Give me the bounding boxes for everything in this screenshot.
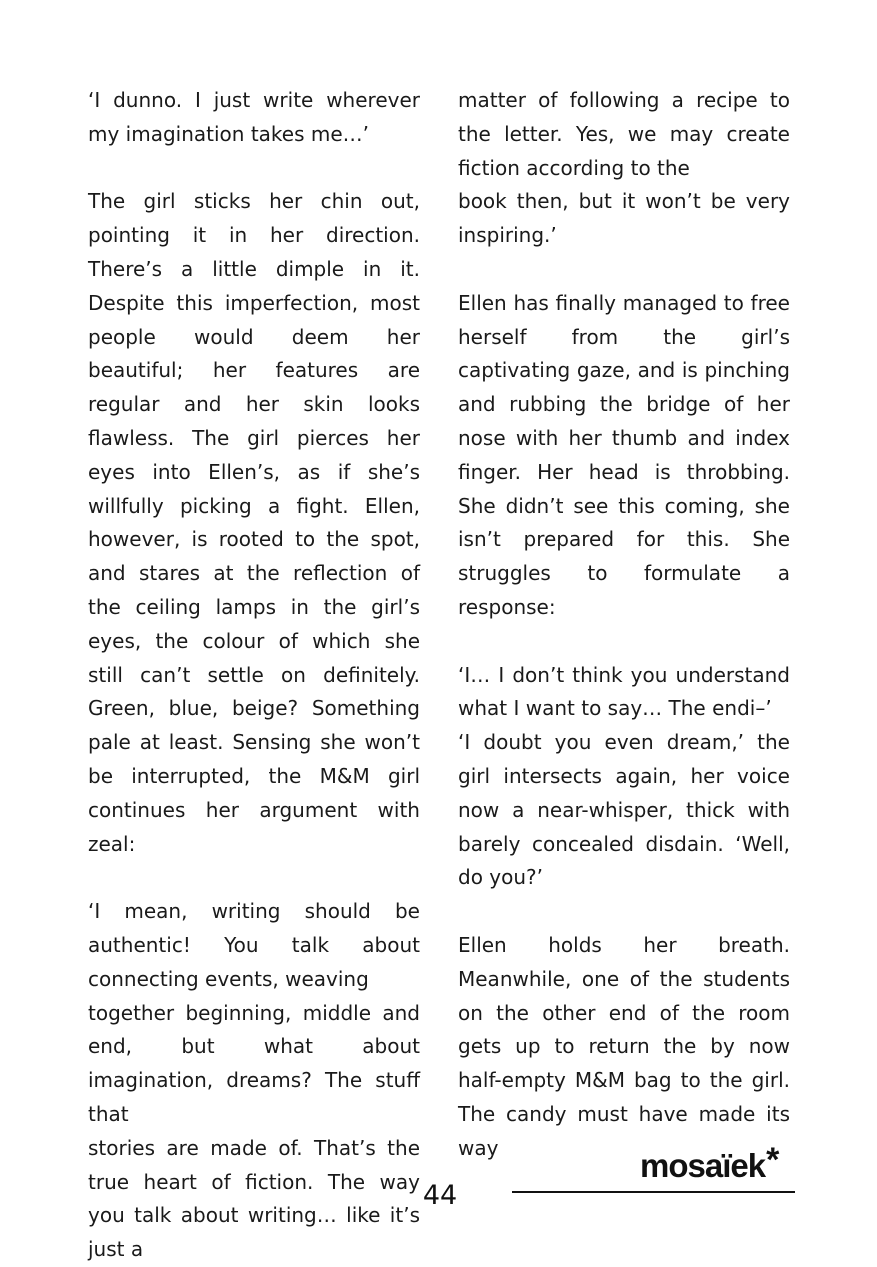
paragraph: ‘I… I don’t think you understand what I want to say… The endi–’ [458, 662, 790, 721]
right-text-column [458, 84, 790, 1166]
left-text-column [88, 84, 420, 1267]
publication-logo [640, 1141, 800, 1188]
paragraph: together beginning, middle and end, but what about imagination, dreams? The stuff that [88, 1000, 420, 1126]
paragraph: ‘I dunno. I just write wherever my imagination takes me…’ [88, 88, 420, 146]
paragraph: ‘I doubt you even dream,’ the girl intersects again, her voice now a near-whisper, thick with barely concealed disdain. ‘Well, do you?’ [458, 730, 790, 890]
asterisk-icon: * [766, 1141, 779, 1179]
paragraph: book then, but it won’t be very inspiring.’ [458, 189, 790, 248]
paragraph: stories are made of. That’s the true heart of fiction. The way you talk about writing… like it’s just a [88, 1135, 420, 1262]
paragraph: matter of following a recipe to the letter. Yes, we may create fiction according to the [458, 88, 790, 180]
page-number: 44 [422, 1180, 458, 1211]
paragraph: The girl sticks her chin out, pointing it in her direction. There’s a little dimple in it. Despite this imperfection, most people would deem her beautiful; her features are regular and her skin looks flawless. The girl pierces her eyes into Ellen’s, as if she’s willfully picking a fight. Ellen, however, is rooted to the spot, and stares at the reflection of the ceiling lamps in the girl’s eyes, the colour of which she still can’t settle on definitely. Green, blue, beige? Something pale at least. Sensing she won’t be interrupted, the M&M girl continues her argument with zeal: [88, 189, 420, 856]
logo-text: mosaïek [640, 1147, 766, 1184]
paragraph: ‘I mean, writing should be authentic! You talk about connecting events, weaving [88, 899, 420, 991]
paragraph: Ellen has finally managed to free herself from the girl’s captivating gaze, and is pinching and rubbing the bridge of her nose with her thumb and index finger. Her head is throbbing. She didn’t see this coming, she isn’t prepared for this. She struggles to formulate a response: [458, 290, 790, 619]
footer-rule [512, 1191, 795, 1193]
paragraph: Ellen holds her breath. Meanwhile, one of the students on the other end of the room gets up to return the by now half-empty M&M bag to the girl. The candy must have made its way [458, 932, 790, 1160]
